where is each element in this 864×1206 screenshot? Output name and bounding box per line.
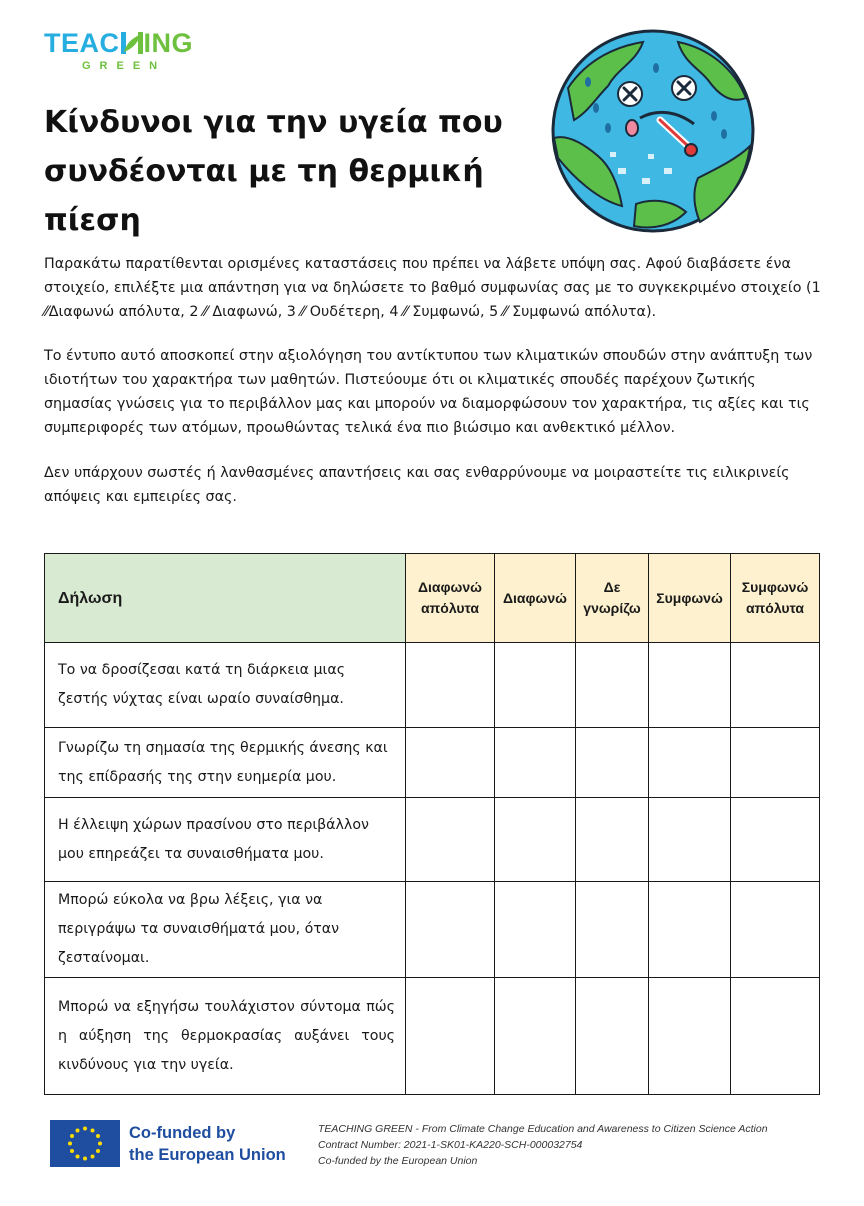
eu-star-icon	[96, 1134, 100, 1138]
answer-cell-3-4[interactable]	[649, 798, 731, 882]
header-dont-know: Δε γνωρίζω	[576, 554, 649, 643]
footer-line-1: TEACHING GREEN - From Climate Change Education and Awareness to Citizen Science Action	[318, 1123, 768, 1135]
eu-star-icon	[96, 1149, 100, 1153]
header-statement: Δήλωση	[45, 554, 406, 643]
intro-paragraph-2: Το έντυπο αυτό αποσκοπεί στην αξιολόγηση του αντίκτυπου των κλιματικών σπουδών στην ανάπτυξη των ιδιοτήτων του χαρακτήρα των μαθητών. Πιστεύουμε ότι οι κλιματικές σπουδές παρέχουν ζωτικής σημασίας γνώσεις για το περιβάλλον μας και μπορούν να διαμορφώσουν τον χαρακτήρα, τις αξίες και τις συμπεριφορές των ατόμων, προωθώντας τελικά ένα πιο βιώσιμο και ανθεκτικό μέλλον.	[44, 348, 813, 436]
intro-paragraph-3: Δεν υπάρχουν σωστές ή λανθασμένες απαντήσεις και σας ενθαρρύνουμε να μοιραστείτε τις ειλικρινείς απόψεις και εμπειρίες σας.	[44, 465, 790, 505]
answer-cell-3-2[interactable]	[495, 798, 576, 882]
answer-cell-1-5[interactable]	[731, 643, 820, 728]
header-disagree: Διαφωνώ	[495, 554, 576, 643]
answer-cell-1-4[interactable]	[649, 643, 731, 728]
statement-1: Το να δροσίζεσαι κατά τη διάρκεια μιας ζεστής νύχτας είναι ωραίο συναίσθημα.	[45, 643, 406, 728]
cofunded-line-1: Co-funded by	[129, 1124, 236, 1142]
answer-cell-5-4[interactable]	[649, 978, 731, 1095]
answer-cell-1-2[interactable]	[495, 643, 576, 728]
statement-4: Μπορώ εύκολα να βρω λέξεις, για να περιγράψω τα συναισθήματά μου, όταν ζεσταίνομαι.	[45, 882, 406, 978]
header-strongly-disagree: Διαφωνώ απόλυτα	[406, 554, 495, 643]
answer-cell-3-1[interactable]	[406, 798, 495, 882]
table-row	[45, 978, 820, 1095]
answer-cell-5-1[interactable]	[406, 978, 495, 1095]
table-header-row	[45, 554, 820, 643]
answer-cell-4-5[interactable]	[731, 882, 820, 978]
logo-text-2: ING	[143, 28, 194, 58]
eu-flag-icon	[50, 1120, 120, 1167]
answer-cell-2-5[interactable]	[731, 728, 820, 798]
answer-cell-3-5[interactable]	[731, 798, 820, 882]
answer-cell-2-4[interactable]	[649, 728, 731, 798]
intro-paragraph-1: Παρακάτω παρατίθενται ορισμένες καταστάσεις που πρέπει να λάβετε υπόψη σας. Αφού διαβάσετε ένα στοιχείο, επιλέξτε μια απάντηση για να δηλώσετε το βαθμό συμφωνίας σας με το συγκεκριμένο στοιχείο (1 ⁄⁄Διαφωνώ απόλυτα, 2 ⁄⁄ Διαφωνώ, 3 ⁄⁄ Ουδέτερη, 4 ⁄⁄ Συμφωνώ, 5 ⁄⁄ Συμφωνώ απόλυτα).	[44, 256, 821, 320]
eu-star-icon	[98, 1142, 102, 1146]
eu-star-icon	[91, 1129, 95, 1133]
answer-cell-2-2[interactable]	[495, 728, 576, 798]
answer-cell-2-1[interactable]	[406, 728, 495, 798]
teaching-green-logo	[44, 28, 214, 78]
header-agree: Συμφωνώ	[649, 554, 731, 643]
answer-cell-1-1[interactable]	[406, 643, 495, 728]
answer-cell-4-3[interactable]	[576, 882, 649, 978]
table-row	[45, 643, 820, 728]
eu-star-icon	[70, 1134, 74, 1138]
table-row	[45, 728, 820, 798]
footer-text	[318, 1121, 768, 1169]
eu-star-icon	[68, 1142, 72, 1146]
logo-subtitle: GREEN	[82, 60, 167, 72]
answer-cell-5-5[interactable]	[731, 978, 820, 1095]
eu-star-icon	[83, 1127, 87, 1131]
footer-line-2: Contract Number: 2021-1-SK01-KA220-SCH-000032754	[318, 1139, 583, 1151]
cofunded-line-2: the European Union	[129, 1146, 286, 1164]
table-row	[45, 798, 820, 882]
eu-star-icon	[76, 1129, 80, 1133]
logo-text-1: TEAC	[44, 28, 120, 58]
answer-cell-5-3[interactable]	[576, 978, 649, 1095]
footer-line-3: Co-funded by the European Union	[318, 1155, 478, 1167]
eu-star-icon	[83, 1157, 87, 1161]
eu-star-icon	[76, 1154, 80, 1158]
sick-earth-globe-illustration	[548, 28, 758, 234]
answer-cell-4-2[interactable]	[495, 882, 576, 978]
answer-cell-2-3[interactable]	[576, 728, 649, 798]
survey-table	[44, 553, 820, 1095]
logo-h-leaf-icon	[120, 30, 144, 56]
statement-2: Γνωρίζω τη σημασία της θερμικής άνεσης και της επίδρασής της στην ευημερία μου.	[45, 728, 406, 798]
statement-5: Μπορώ να εξηγήσω τουλάχιστον σύντομα πώς η αύξηση της θερμοκρασίας αυξάνει τους κινδύνους για την υγεία.	[45, 978, 406, 1095]
statement-3: Η έλλειψη χώρων πρασίνου στο περιβάλλον μου επηρεάζει τα συναισθήματα μου.	[45, 798, 406, 882]
cofunded-label	[129, 1122, 286, 1166]
answer-cell-4-1[interactable]	[406, 882, 495, 978]
logo-wordmark	[44, 28, 214, 58]
answer-cell-5-2[interactable]	[495, 978, 576, 1095]
answer-cell-3-3[interactable]	[576, 798, 649, 882]
answer-cell-1-3[interactable]	[576, 643, 649, 728]
eu-star-icon	[91, 1154, 95, 1158]
header-strongly-agree: Συμφωνώ απόλυτα	[731, 554, 820, 643]
table-row	[45, 882, 820, 978]
eu-star-icon	[70, 1149, 74, 1153]
answer-cell-4-4[interactable]	[649, 882, 731, 978]
page-title: Κίνδυνοι για την υγεία που συνδέονται με τη θερμική πίεση	[44, 105, 503, 238]
